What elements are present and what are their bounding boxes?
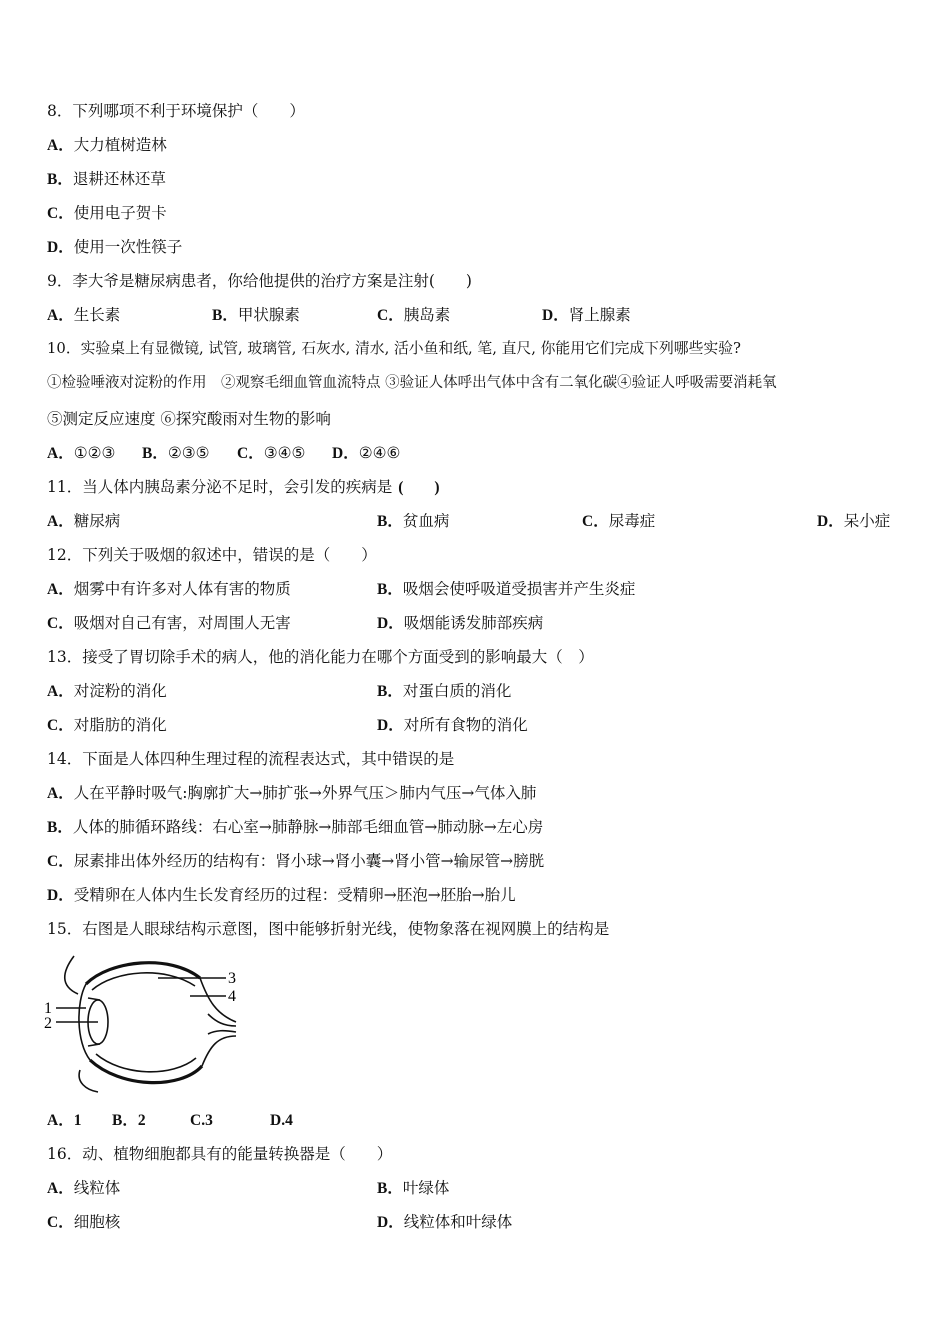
question-11-stem: 11．当人体内胰岛素分泌不足时，会引发的疾病是 ( ): [47, 478, 440, 496]
q16-option-c: C．细胞核: [47, 1213, 121, 1231]
answer-paren: ( ): [398, 479, 440, 496]
q9-option-a: A．生长素: [47, 306, 121, 324]
eye-label-3: 3: [228, 970, 236, 987]
q10-option-b: B．②③⑤: [142, 444, 210, 462]
q11-option-c: C．尿毒症: [582, 512, 656, 530]
q10-option-d: D．②④⑥: [332, 444, 401, 462]
question-10-stem: 10．实验桌上有显微镜, 试管, 玻璃管, 石灰水, 清水, 活小鱼和纸, 笔, 直尺, 你能用它们完成下列哪些实验?: [47, 340, 741, 357]
q10-option-c: C．③④⑤: [237, 444, 306, 462]
q15-option-b: B．2: [112, 1112, 146, 1129]
q13-option-d: D．对所有食物的消化: [377, 716, 528, 734]
question-14-stem: 14．下面是人体四种生理过程的流程表达式，其中错误的是: [47, 750, 455, 768]
q13-option-a: A．对淀粉的消化: [47, 682, 167, 700]
q14-option-b: B．人体的肺循环路线：右心室→肺静脉→肺部毛细血管→肺动脉→左心房: [47, 818, 544, 836]
q8-option-b: B．退耕还林还草: [47, 170, 166, 188]
q16-option-d: D．线粒体和叶绿体: [377, 1213, 513, 1231]
question-15-stem: 15．右图是人眼球结构示意图，图中能够折射光线，使物象落在视网膜上的结构是: [47, 920, 610, 938]
q16-option-a: A．线粒体: [47, 1179, 121, 1197]
question-8-stem: 8．下列哪项不利于环境保护（ ）: [47, 102, 305, 120]
eye-label-1: 1: [44, 1000, 52, 1017]
question-16-stem: 16．动、植物细胞都具有的能量转换器是（ ）: [47, 1145, 393, 1163]
q15-option-d: D.4: [270, 1112, 293, 1129]
q11-option-a: A．糖尿病: [47, 512, 121, 530]
q8-option-d: D．使用一次性筷子: [47, 238, 183, 256]
q8-option-c: C．使用电子贺卡: [47, 204, 167, 222]
q15-option-a: A．1: [47, 1112, 82, 1129]
question-12-stem: 12．下列关于吸烟的叙述中，错误的是（ ）: [47, 546, 377, 564]
q13-option-b: B．对蛋白质的消化: [377, 682, 512, 700]
q9-option-c: C．胰岛素: [377, 306, 451, 324]
q14-option-a: A．人在平静时吸气:胸廓扩大→肺扩张→外界气压＞肺内气压→气体入肺: [47, 784, 537, 802]
q14-option-c: C．尿素排出体外经历的结构有：肾小球→肾小囊→肾小管→输尿管→膀胱: [47, 852, 545, 870]
q10-items-line1: ①检验唾液对淀粉的作用 ②观察毛细血管血流特点 ③验证人体呼出气体中含有二氧化碳④验证人呼吸需要消耗氧: [47, 375, 777, 391]
q14-option-d: D．受精卵在人体内生长发育经历的过程：受精卵→胚泡→胚胎→胎儿: [47, 886, 516, 904]
q12-option-d: D．吸烟能诱发肺部疾病: [377, 614, 544, 632]
q13-option-c: C．对脂肪的消化: [47, 716, 167, 734]
eye-label-4: 4: [228, 988, 236, 1005]
question-13-stem: 13．接受了胃切除手术的病人，他的消化能力在哪个方面受到的影响最大（ ）: [47, 648, 594, 666]
q15-option-c: C.3: [190, 1112, 213, 1129]
question-9-stem: 9．李大爷是糖尿病患者，你给他提供的治疗方案是注射( ): [47, 272, 472, 290]
q11-option-d: D．呆小症: [817, 512, 891, 530]
q12-option-c: C．吸烟对自己有害，对周围人无害: [47, 614, 291, 632]
q12-option-b: B．吸烟会使呼吸道受损害并产生炎症: [377, 580, 636, 598]
q9-option-b: B．甲状腺素: [212, 306, 300, 324]
q10-option-a: A．①②③: [47, 444, 116, 462]
q8-option-a: A．大力植树造林: [47, 136, 167, 154]
eyeball-outline: [56, 956, 236, 1092]
q10-items-line2: ⑤测定反应速度 ⑥探究酸雨对生物的影响: [47, 410, 331, 428]
eyeball-diagram: [40, 950, 250, 1100]
q9-option-d: D．肾上腺素: [542, 306, 631, 324]
q12-option-a: A．烟雾中有许多对人体有害的物质: [47, 580, 291, 598]
q11-option-b: B．贫血病: [377, 512, 450, 530]
eye-label-2: 2: [44, 1015, 52, 1032]
q16-option-b: B．叶绿体: [377, 1179, 450, 1197]
